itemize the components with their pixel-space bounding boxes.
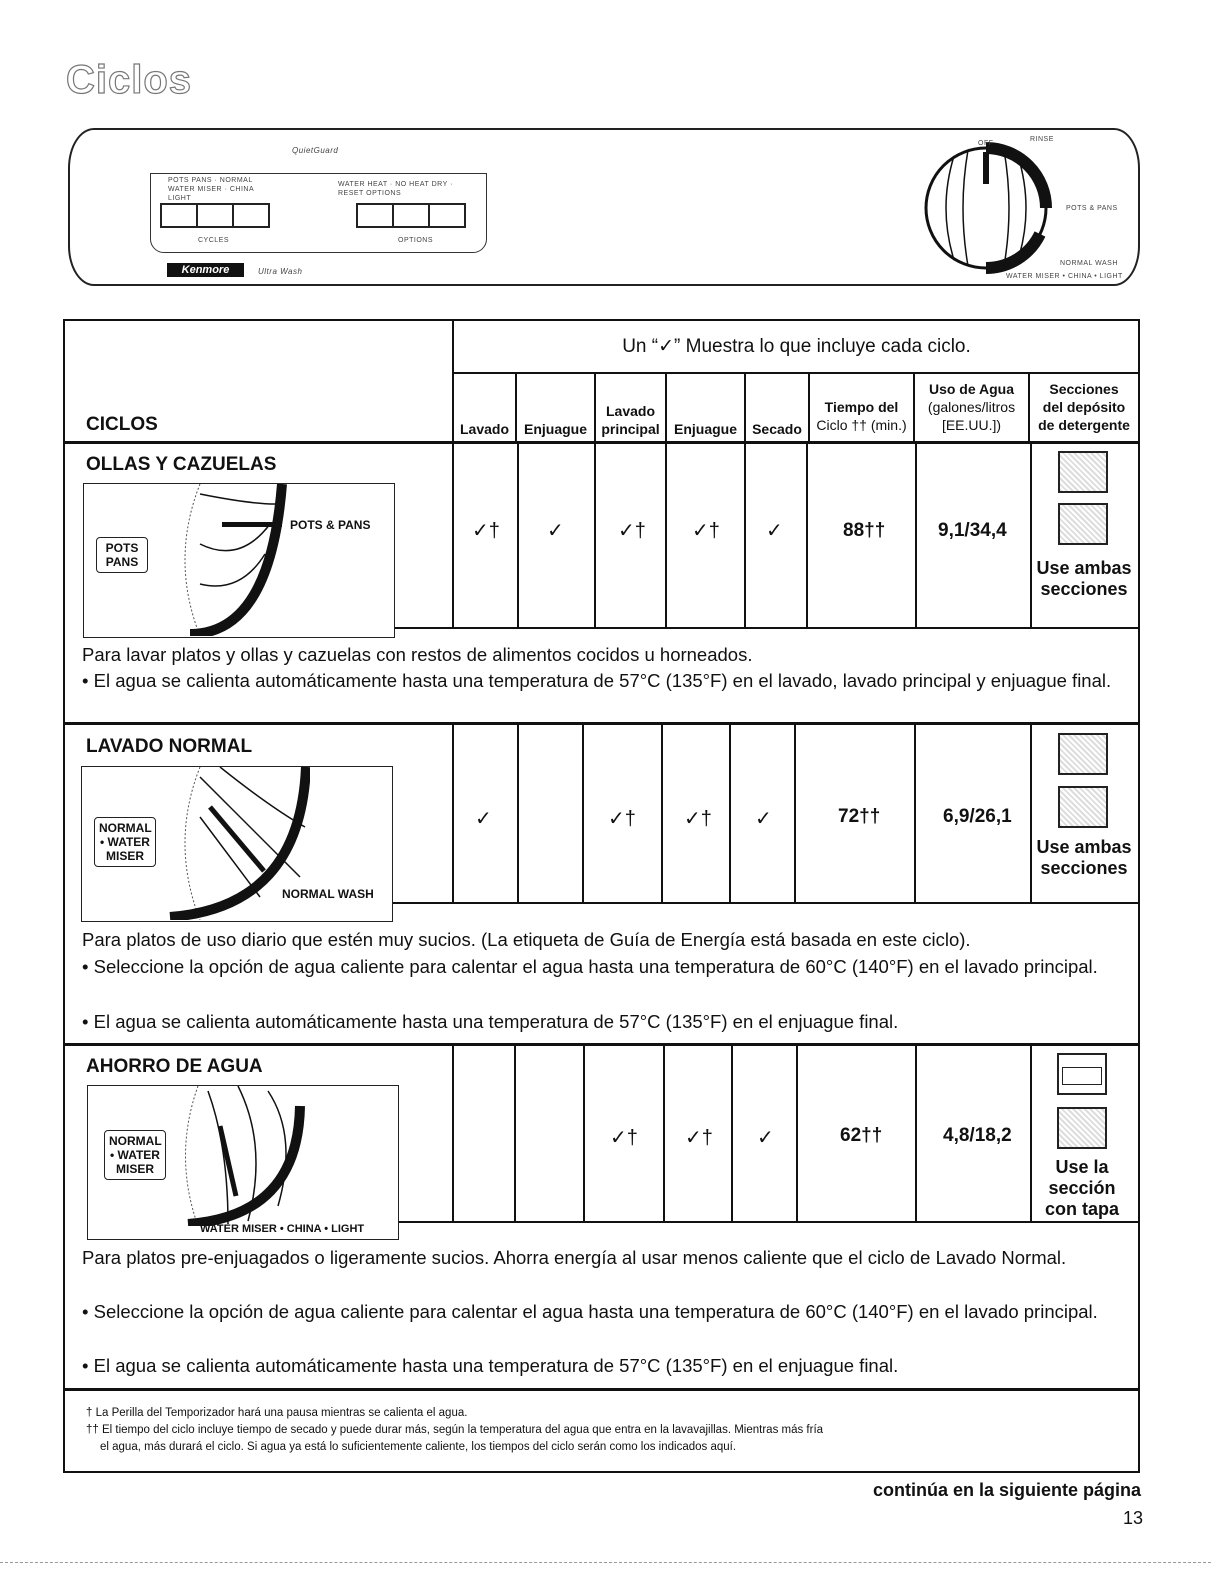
col-enjuague-final: Enjuague — [673, 421, 737, 437]
check-ollas-lavado: ✓† — [472, 520, 500, 542]
normal-description: Para platos de uso diario que estén muy sucios. (La etiqueta de Guía de Energía está basada en este ciclo). — [82, 929, 971, 950]
check-normal-secado: ✓ — [755, 808, 772, 830]
cycle-button-labels: POTS PANS · NORMAL WATER MISER · CHINA LIGHT — [168, 177, 254, 202]
ollas-tiempo: 88†† — [843, 520, 886, 541]
quietguard-label: QuietGuard — [292, 146, 339, 155]
check-ollas-enjuague: ✓ — [547, 520, 564, 542]
detergent-section-closed-icon — [1057, 1053, 1107, 1095]
detergent-section-open-icon — [1058, 786, 1108, 828]
check-ahorro-enjuague-final: ✓† — [685, 1127, 713, 1149]
table-caption: Un “✓” Muestra lo que incluye cada ciclo. — [622, 336, 971, 357]
page-bottom-rule — [0, 1562, 1211, 1563]
check-ollas-secado: ✓ — [766, 520, 783, 542]
dial-normal-label: NORMAL WASH — [1060, 260, 1118, 267]
col-lavado: Lavado — [459, 421, 509, 437]
detergent-section-open-icon — [1058, 503, 1108, 545]
kenmore-logo: Kenmore — [167, 263, 244, 277]
continue-note: continúa en la siguiente página — [872, 1480, 1141, 1500]
ultra-wash-label: Ultra Wash — [258, 267, 303, 276]
ollas-agua: 9,1/34,4 — [938, 520, 1007, 541]
cycles-label: CYCLES — [198, 237, 230, 244]
cycle-buttons — [160, 203, 268, 228]
ahorro-bullet-2: • El agua se calienta automáticamente hasta una temperatura de 57°C (135°F) en el enjuague final. — [82, 1355, 899, 1376]
page-title: Ciclos — [66, 58, 193, 102]
check-ahorro-principal: ✓† — [610, 1127, 638, 1149]
col-lavado-principal: Lavado principal — [601, 403, 660, 437]
dial-rinse-label: RINSE — [1030, 136, 1054, 143]
dial-pots-label: POTS & PANS — [1066, 205, 1118, 212]
col-tiempo: Tiempo del Ciclo †† (min.) — [816, 399, 907, 433]
dial-water-miser-label: WATER MISER • CHINA • LIGHT — [1006, 273, 1123, 280]
ciclos-header: CICLOS — [86, 414, 158, 435]
ollas-button-label: POTS PANS — [96, 537, 148, 573]
ahorro-bullet-1: • Seleccione la opción de agua caliente para calentar el agua hasta una temperatura de 60°C (140°F) en el lavado principal. — [82, 1301, 1098, 1322]
ahorro-button-label: NORMAL • WATER MISER — [104, 1130, 166, 1180]
col-uso-agua: Uso de Agua (galones/litros [EE.UU.]) — [927, 381, 1016, 433]
ollas-description: Para lavar platos y ollas y cazuelas con restos de alimentos cocidos u horneados. — [82, 644, 753, 665]
row-ahorro-title: AHORRO DE AGUA — [86, 1056, 263, 1077]
detergent-section-open-icon — [1058, 733, 1108, 775]
ollas-dial-icon — [160, 484, 290, 636]
ahorro-tiempo: 62†† — [840, 1125, 883, 1146]
ahorro-dial-icon — [168, 1086, 308, 1226]
normal-dial-label: NORMAL WASH — [282, 887, 374, 901]
check-normal-lavado: ✓ — [475, 808, 492, 830]
ollas-use-text: Use ambas secciones — [1036, 558, 1132, 599]
check-ahorro-secado: ✓ — [757, 1127, 774, 1149]
col-secciones: Secciones del depósito de detergente — [1038, 381, 1130, 433]
check-ollas-enjuague-final: ✓† — [692, 520, 720, 542]
normal-button-label: NORMAL • WATER MISER — [94, 817, 156, 867]
option-buttons — [356, 203, 464, 228]
ollas-dial-label: POTS & PANS — [290, 518, 371, 532]
check-normal-enjuague-final: ✓† — [684, 808, 712, 830]
ahorro-agua: 4,8/18,2 — [943, 1125, 1012, 1146]
options-label: OPTIONS — [398, 237, 434, 244]
ahorro-dial-label: WATER MISER • CHINA • LIGHT — [200, 1223, 365, 1235]
footnote-2: †† El tiempo del ciclo incluye tiempo de secado y puede durar más, según la temperatura del agua que entra en la lavavajillas. Mientras más fría — [86, 1424, 824, 1436]
ahorro-description: Para platos pre-enjuagados o ligeramente sucios. Ahorra energía al usar menos caliente que el ciclo de Lavado Normal. — [82, 1247, 1067, 1268]
ollas-bullet-1: • El agua se calienta automáticamente hasta una temperatura de 57°C (135°F) en el lavado, lavado principal y enjuague final. — [82, 670, 1112, 691]
page-number: 13 — [1122, 1508, 1143, 1528]
row-ollas-title: OLLAS Y CAZUELAS — [86, 454, 277, 475]
normal-bullet-2: • El agua se calienta automáticamente hasta una temperatura de 57°C (135°F) en el enjuague final. — [82, 1011, 899, 1032]
check-ollas-principal: ✓† — [618, 520, 646, 542]
row-normal-title: LAVADO NORMAL — [86, 736, 253, 757]
normal-use-text: Use ambas secciones — [1036, 837, 1132, 878]
normal-tiempo: 72†† — [838, 806, 881, 827]
normal-agua: 6,9/26,1 — [943, 806, 1012, 827]
footnote-1: † La Perilla del Temporizador hará una pausa mientras se calienta el agua. — [86, 1407, 468, 1419]
footnote-3: el agua, más durará el ciclo. Si agua ya está lo suficientemente caliente, los tiempos del ciclo serán como los indicados aquí. — [100, 1441, 737, 1453]
col-secado: Secado — [752, 421, 802, 437]
check-normal-principal: ✓† — [608, 808, 636, 830]
detergent-section-open-icon — [1058, 451, 1108, 493]
normal-bullet-1: • Seleccione la opción de agua caliente para calentar el agua hasta una temperatura de 60°C (140°F) en el lavado principal. — [82, 956, 1098, 977]
option-button-labels: WATER HEAT · NO HEAT DRY · RESET OPTIONS — [338, 181, 453, 197]
ahorro-use-text: Use la sección con tapa — [1044, 1157, 1119, 1219]
detergent-section-open-icon — [1057, 1107, 1107, 1149]
dial-off-label: OFF — [978, 140, 994, 147]
col-enjuague: Enjuague — [523, 421, 587, 437]
